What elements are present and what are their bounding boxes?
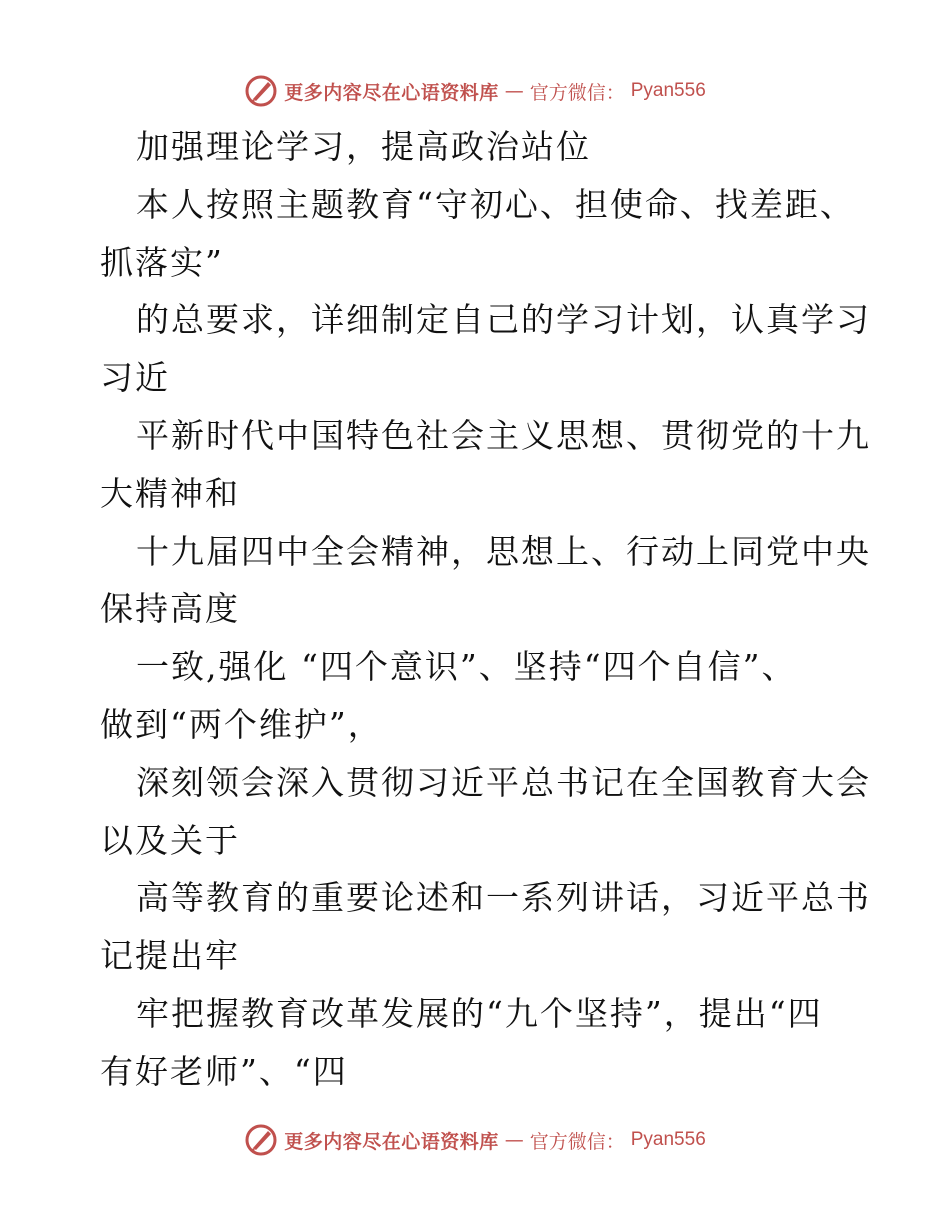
text-line: 十九届四中全会精神，思想上、行动上同党中央	[136, 531, 871, 571]
text-line: 牢把握教育改革发展的“九个坚持”，提出“四	[136, 993, 823, 1033]
text-line: 高等教育的重要论述和一系列讲话，习近平总书	[136, 878, 871, 918]
text-line: 保持高度	[100, 589, 240, 629]
text-line: 记提出牢	[100, 936, 240, 976]
text-line: 习近	[100, 358, 170, 398]
footer-banner	[0, 1120, 950, 1160]
banner-site-name: 更多内容尽在心语资料库	[284, 1130, 499, 1153]
document-body	[100, 118, 871, 1101]
banner-dash: —	[504, 80, 524, 102]
text-line: 做到“两个维护”，	[100, 704, 383, 744]
text-line: 平新时代中国特色社会主义思想、贯彻党的十九	[136, 415, 871, 455]
text-line: 的总要求，详细制定自己的学习计划，认真学习	[136, 300, 871, 340]
header-banner	[0, 71, 950, 111]
banner-wechat-label: 官方微信：	[529, 1130, 625, 1153]
text-line: 加强理论学习，提高政治站位	[136, 127, 591, 166]
text-line: 大精神和	[100, 473, 240, 513]
text-line: 本人按照主题教育“守初心、担使命、找差距、	[136, 184, 855, 224]
banner-wechat-label: 官方微信：	[529, 81, 625, 104]
text-line: 深刻领会深入贯彻习近平总书记在全国教育大会	[136, 762, 871, 802]
text-line: 一致,强化 “四个意识”、坚持“四个自信”、	[136, 647, 797, 687]
text-line: 以及关于	[100, 820, 240, 860]
banner-wechat-id: Pyan556	[630, 1129, 706, 1150]
text-line: 有好老师”、“四	[100, 1051, 348, 1091]
quill-logo-icon	[244, 74, 278, 108]
banner-wechat-id: Pyan556	[630, 80, 706, 101]
banner-site-name: 更多内容尽在心语资料库	[284, 81, 499, 104]
text-line: 抓落实”	[100, 242, 224, 282]
quill-logo-icon	[244, 1123, 278, 1157]
banner-dash: —	[504, 1129, 524, 1151]
